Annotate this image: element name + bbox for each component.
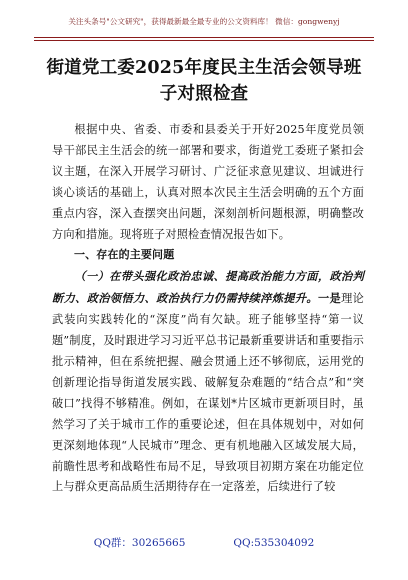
intro-paragraph: 根据中央、省委、市委和县委关于开好2025年度党员领导干部民主生活会的统一部署和要求，街道党工委班子紧扣会议主题，在深入开展学习研讨、广泛征求意见建议、坦诚进行谈心谈话的基础上，认真对照本次民主生活会明确的五个方面重点内容，深入查摆突出问题，深刻剖析问题根源，明确整改方向和措施。现将班子对照检查情况报告如下。 (52, 123, 364, 241)
header-divider-thin (34, 40, 374, 41)
item-body: 理论武装向实践转化的“深度”尚有欠缺。班子能够坚持“第一议题”制度，及时跟进学习习近平总书记最新重要讲话和重要指示批示精神，但在系统把握、融会贯通上还不够彻底，运用党的创新理论指导街道发展实践、破解复杂难题的“结合点”和“突破口”找得不够精准。例如，在谋划*片区城市更新项目时，虽然学习了关于城市工作的重要论述，但在具体规划中，对如何更深刻地体现“人民城市”理念、更有机地融入区域发展大局，前瞻性思考和战略性布局不足，导致项目初期方案在功能定位上与群众更高品质生活期待存在一定落差，后续进行了较 (52, 292, 364, 494)
issue-paragraph (52, 266, 364, 498)
footer-qq-group: QQ群：30265665 (93, 537, 186, 549)
title-line-2: 子对照检查 (159, 84, 249, 104)
header-banner: 关注头条号"公文研究"，获得最新最全最专业的公文资料库！ 微信：gongwenyj (68, 17, 340, 26)
title-line-1: 街道党工委2025年度民主生活会领导班 (46, 58, 362, 78)
sub-heading: （一）在带头强化政治忠诚、提高政治能力方面，政治判断力、政治领悟力、政治执行力仍需持续淬炼提升。 (52, 269, 364, 306)
document-title (40, 55, 368, 107)
footer-qq: QQ:535304092 (233, 537, 315, 549)
header-divider (34, 37, 374, 38)
document-body (52, 120, 364, 498)
item-lead: 一是 (317, 291, 342, 306)
section-heading: 一、存在的主要问题 (74, 248, 175, 262)
footer-contact (0, 535, 408, 550)
